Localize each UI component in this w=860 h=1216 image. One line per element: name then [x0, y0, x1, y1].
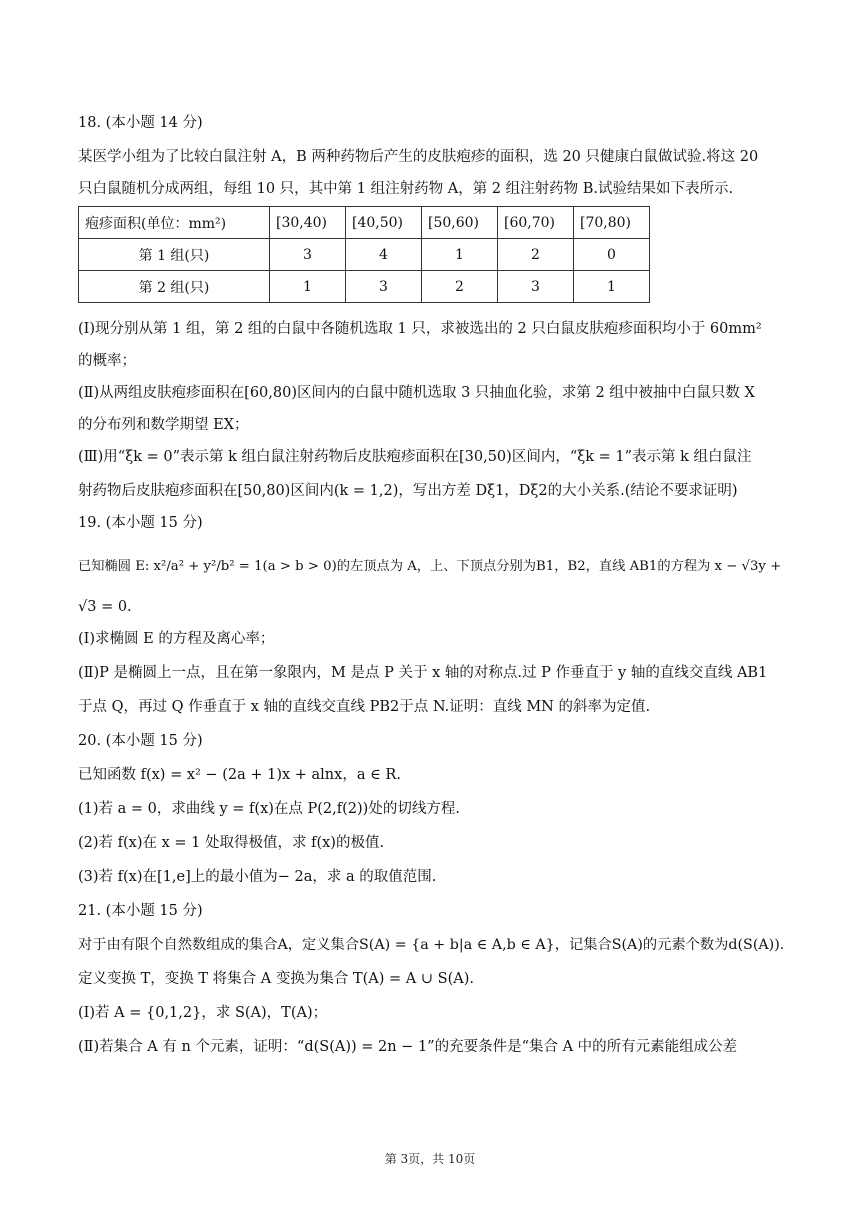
q21-part2: (Ⅱ)若集合 A 有 n 个元素，证明：“d(S(A)) = 2n − 1”的充要条件是“集合 A 中的所有元素能组成公差 [78, 1039, 738, 1055]
table-header-cell: [60,70) [498, 207, 574, 239]
q19-intro-line2: √3 = 0. [78, 599, 132, 615]
table-cell: 1 [422, 239, 498, 271]
q21-intro-line2: 定义变换 T，变换 T 将集合 A 变换为集合 T(A) = A ∪ S(A). [78, 971, 474, 987]
q21-intro-line1: 对于由有限个自然数组成的集合A，定义集合S(A) = {a + b|a ∈ A,b ∈ A}，记集合S(A)的元素个数为d(S(A)). [78, 937, 785, 953]
q21-header: 21. (本小题 15 分) [78, 903, 203, 919]
q19-part2-line2: 于点 Q，再过 Q 作垂直于 x 轴的直线交直线 PB2于点 N.证明：直线 MN 的斜率为定值. [78, 699, 651, 715]
q19-intro-line1: 已知椭圆 E: x²/a² + y²/b² = 1(a > b > 0)的左顶点为 A，上、下顶点分别为B1，B2，直线 AB1的方程为 x − √3y + [78, 559, 782, 574]
table-header-row [79, 207, 650, 239]
q21-part1: (Ⅰ)若 A = {0,1,2}，求 S(A)，T(A)； [78, 1005, 328, 1021]
table-cell: 3 [346, 271, 422, 303]
q20-part1: (1)若 a = 0，求曲线 y = f(x)在点 P(2,f(2))处的切线方程. [78, 801, 460, 817]
table-header-cell: [70,80) [574, 207, 650, 239]
table-header-cell: 疱疹面积(单位：mm²) [79, 207, 270, 239]
table-header-cell: [40,50) [346, 207, 422, 239]
table-row [79, 271, 650, 303]
q18-part1-line1: (Ⅰ)现分别从第 1 组，第 2 组的白鼠中各随机选取 1 只，求被选出的 2 只白鼠皮肤疱疹面积均小于 60mm² [78, 321, 762, 337]
q18-part1-line2: 的概率； [78, 353, 136, 369]
table-header-cell: [30,40) [270, 207, 346, 239]
table-row [79, 239, 650, 271]
q18-part2-line1: (Ⅱ)从两组皮肤疱疹面积在[60,80)区间内的白鼠中随机选取 3 只抽血化验，求第 2 组中被抽中白鼠只数 X [78, 385, 755, 401]
table-cell: 3 [270, 239, 346, 271]
q19-part2-line1: (Ⅱ)P 是椭圆上一点，且在第一象限内，M 是点 P 关于 x 轴的对称点.过 P 作垂直于 y 轴的直线交直线 AB1 [78, 665, 768, 681]
table-header-cell: [50,60) [422, 207, 498, 239]
q18-results-table [78, 206, 650, 303]
q18-header: 18. (本小题 14 分) [78, 115, 203, 131]
q20-part2: (2)若 f(x)在 x = 1 处取得极值，求 f(x)的极值. [78, 835, 385, 851]
table-cell: 4 [346, 239, 422, 271]
table-cell: 第 2 组(只) [79, 271, 270, 303]
table-cell: 1 [574, 271, 650, 303]
table-cell: 1 [270, 271, 346, 303]
q18-intro-line1: 某医学小组为了比较白鼠注射 A，B 两种药物后产生的皮肤疱疹的面积，选 20 只健康白鼠做试验.将这 20 [78, 149, 759, 165]
table-cell: 2 [422, 271, 498, 303]
q19-header: 19. (本小题 15 分) [78, 515, 203, 531]
table-cell: 2 [498, 239, 574, 271]
q20-header: 20. (本小题 15 分) [78, 733, 203, 749]
q20-part3: (3)若 f(x)在[1,e]上的最小值为− 2a，求 a 的取值范围. [78, 869, 437, 885]
table-cell: 第 1 组(只) [79, 239, 270, 271]
q18-part3-line2: 射药物后皮肤疱疹面积在[50,80)区间内(k = 1,2)，写出方差 Dξ1，Dξ2的大小关系.(结论不要求证明) [78, 483, 738, 499]
page-number: 第 3页，共 10页 [384, 1152, 476, 1166]
q19-part1: (Ⅰ)求椭圆 E 的方程及离心率； [78, 631, 275, 647]
table-cell: 0 [574, 239, 650, 271]
q18-intro-line2: 只白鼠随机分成两组，每组 10 只，其中第 1 组注射药物 A，第 2 组注射药物 B.试验结果如下表所示. [78, 181, 734, 197]
q18-part2-line2: 的分布列和数学期望 EX； [78, 417, 249, 433]
q18-part3-line1: (Ⅲ)用“ξk = 0”表示第 k 组白鼠注射药物后皮肤疱疹面积在[30,50)区间内，“ξk = 1”表示第 k 组白鼠注 [78, 449, 752, 465]
table-cell: 3 [498, 271, 574, 303]
q20-intro: 已知函数 f(x) = x² − (2a + 1)x + alnx，a ∈ R. [78, 767, 401, 783]
